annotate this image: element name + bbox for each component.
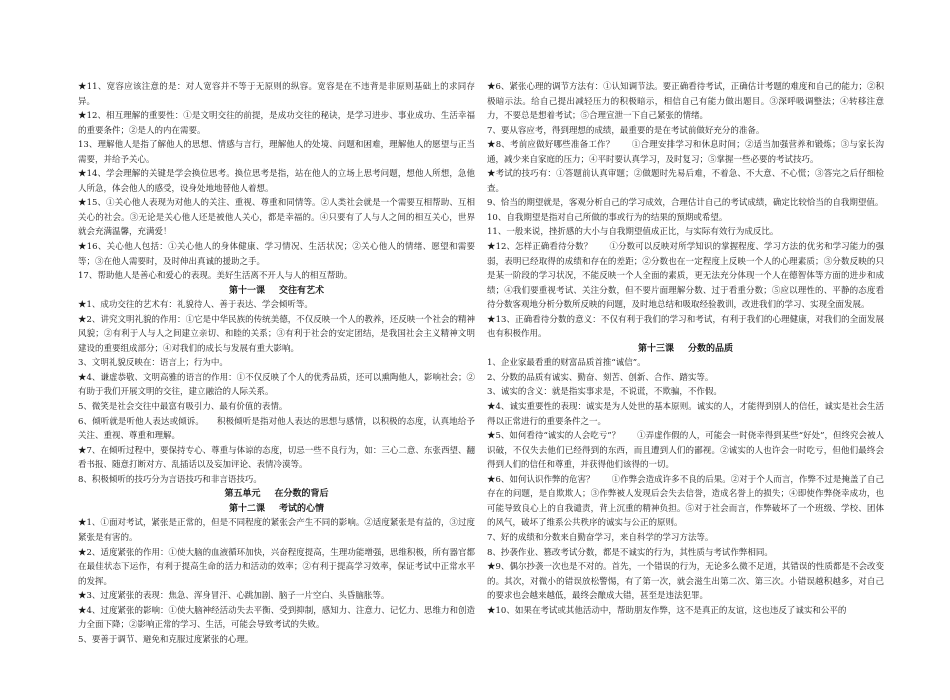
heading-number: 第十一课	[228, 285, 265, 296]
paragraph: ★16、关心他人包括：①关心他人的身体健康、学习情况、生活状况；②关心他人的情绪、愿望和需要等；③在他人需要时，及时伸出真诚的援助之手。	[78, 242, 475, 267]
section-heading	[78, 487, 475, 502]
paragraph: 3、文明礼貌反映在：语言上；行为中。	[78, 358, 228, 369]
paragraph: ★2、适度紧张的作用：①使大脑的血液循环加快，兴奋程度提高，生理功能增强，思维积极，所有器官都在最佳状态下运作，有利于提高生命的活力和活动的效率；②有利于提高学习效率，保证考试中正常水平的发挥。	[78, 547, 475, 587]
paragraph: ★12、怎样正确看待分数？ ①分数可以反映对所学知识的掌握程度、学习方法的优劣和学习能力的强弱，表明已经取得的成绩和存在的差距；②分数也在一定程度上反映一个人的心理素质；③分数反映的只是某一阶段的学习状况，不能反映一个人全面的素质，更无法充分体现一个人在德智体等方面的进步和成绩；④我们要重视考试、关注分数，但不要片面理解分数、过于看重分数；⑤应以理性的、平静的态度看待分数客观地分析分数所反映的问题，及时地总结和吸取经验教训，改进我们的学习、实现全面发展。	[487, 242, 884, 311]
paragraph: ★11、宽容应该注意的是：对人宽容并不等于无原则的纵容。宽容是在不违背是非原则基础上的求同存异。	[78, 82, 475, 107]
paragraph: 1、企业家最看重的财富品质首推“诚信”。	[487, 358, 646, 369]
paragraph: 13、理解他人是指了解他人的思想、情感与言行，理解他人的处境、问题和困难，理解他人的愿望与正当需要，并给予关心。	[78, 140, 475, 165]
paragraph: 6、倾听就是听他人表达或倾诉。 积极倾听是指对他人表达的思想与感情，以积极的态度，认真地给予关注、重视、尊重和理解。	[78, 416, 475, 442]
paragraph: ★2、讲究文明礼貌的作用：①它是中华民族的传统美德，不仅反映一个人的教养，还反映一个社会的精神风貌；②有利于人与人之间建立亲切、和睦的关系；③有利于社会的安定团结，是我国社会主义精神文明建设的重要组成部分；④对我们的成长与发展有重大影响。	[78, 314, 475, 354]
heading-title: 分数的品质	[688, 343, 734, 354]
paragraph: 8、积极倾听的技巧分为言语技巧和非言语技巧。	[78, 474, 262, 485]
left-column	[78, 80, 475, 647]
paragraph: ★12、相互理解的重要性：①是文明交往的前提，是成功交往的秘诀，是学习进步、事业成功、生活幸福的重要条件；②是人的内在需要。	[78, 111, 475, 136]
paragraph: ★13、正确看待分数的意义：不仅有利于我们的学习和考试，有利于我们的心理健康，对我们的全面发展也有积极作用。	[487, 314, 884, 340]
paragraph: ★7、在倾听过程中，要保持专心、尊重与体谅的态度，切忌一些不良行为，如：三心二意、东张西望、翻看书报、随意打断对方、乱插话以及妄加评论、表情冷漠等。	[78, 445, 475, 471]
paragraph: ★8、考前应做好哪些准备工作？ ①合理安排学习和休息时间；②适当加强营养和锻炼；③与家长沟通，减少来自家庭的压力；④平时要认真学习，及时复习；⑤掌握一些必要的考试技巧。	[487, 140, 884, 165]
paragraph: ★考试的技巧有：①答题前认真审题；②做题时先易后难，不着急、不大意、不心慌；③答完之后仔细检查。	[487, 169, 884, 194]
paragraph: ★4、过度紧张的影响：①使大脑神经活动失去平衡、受到抑制，感知力、注意力、记忆力、思维力和创造力全面下降；②影响正常的学习、生活，可能会导致考试的失败。	[78, 605, 475, 631]
paragraph: ★5、如何看待“诚实的人会吃亏”？ ①弄虚作假的人，可能会一时侥幸得到某些“好处”，但终究会被人识破，不仅失去他们已经得到的东西，而且遭到人们的鄙视。②诚实的人也许会一时吃亏，但他们最终会得到人们的信任和尊重，并获得他们该得的一切。	[487, 431, 884, 471]
paragraph: ★10、如果在考试或其他活动中，帮助朋友作弊，这不是真正的友谊，这也违反了诚实和公平的	[487, 605, 847, 616]
heading-title: 在分数的背后	[274, 489, 329, 500]
paragraph: 5、要善于调节、避免和克服过度紧张的心理。	[78, 634, 254, 645]
paragraph: 9、恰当的期望就是，客观分析自己的学习成效，合理估计自己的考试成绩，确定比较恰当的自我期望值。	[487, 198, 884, 209]
heading-title: 考试的心情	[279, 503, 325, 514]
paragraph: ★1、①面对考试，紧张是正常的，但是不同程度的紧张会产生不同的影响。②适度紧张是有益的，③过度紧张是有害的。	[78, 518, 475, 543]
paragraph: ★4、谦虚恭敬、文明高雅的语言的作用：①不仅反映了个人的优秀品质，还可以熏陶他人，影响社会；②有助于我们开展文明的交往，建立融洽的人际关系。	[78, 372, 475, 398]
right-column	[487, 80, 884, 618]
heading-number: 第五单元	[224, 489, 261, 500]
paragraph: 2、分数的品质有诚实、勤奋、刻苦、创新、合作、踏实等。	[487, 372, 714, 383]
paragraph: 10、自我期望是指对自己所做的事或行为的结果的预期或希望。	[487, 212, 728, 223]
paragraph: 11、一般来说，挫折感的大小与自我期望值成正比，与实际有效行为成反比。	[487, 227, 779, 238]
heading-title: 交往有艺术	[279, 285, 325, 296]
paragraph: 17、帮助他人是善心和爱心的表现。美好生活离不开人与人的相互帮助。	[78, 271, 353, 282]
paragraph: 8、抄袭作业、篡改考试分数，都是不诚实的行为，其性质与考试作弊相同。	[487, 547, 773, 558]
heading-number: 第十二课	[228, 503, 265, 514]
paragraph: ★15、①关心他人表现为对他人的关注、重视、尊重和同情等。②人类社会就是一个需要互相帮助、互相关心的社会。③无论是关心他人还是被他人关心，都是幸福的。④只要有了人与人之间的相互关心，世界就会充满温馨，充满爱！	[78, 198, 475, 238]
section-heading	[487, 342, 884, 357]
paragraph: 7、好的成绩和分数来自勤奋学习，来自科学的学习方法等。	[487, 532, 714, 543]
paragraph: ★6、紧张心理的调节方法有：①认知调节法。要正确看待考试，正确估计考题的难度和自己的能力；②积极暗示法。给自己提出减轻压力的积极暗示，相信自己有能力做出题目。③深呼吸调整法；④转移注意力，不要总是想着考试；⑤合理宣泄一下自己紧张的情绪。	[487, 82, 884, 122]
paragraph: ★14、学会理解的关键是学会换位思考。换位思考是指，站在他人的立场上思考问题，想他人所想，急他人所急，体会他人的感受，设身处地地替他人着想。	[78, 169, 475, 194]
paragraph: 3、诚实的含义：就是指实事求是，不说谎，不欺骗，不作假。	[487, 387, 722, 398]
paragraph: ★9、偶尔抄袭一次也是不对的。首先，一个错误的行为，无论多么微不足道，其错误的性质都是不会改变的。其次，对微小的错误放松警惕，有了第一次，就会滋生出第二次、第三次。小错误越积越多，对自己的要求也会越来越低，最终会酿成大错，甚至是违法犯罪。	[487, 562, 884, 602]
section-heading	[78, 502, 475, 517]
heading-number: 第十三课	[637, 343, 674, 354]
paragraph: ★1、成功交往的艺术有：礼貌待人、善于表达、学会倾听等。	[78, 300, 313, 311]
section-heading	[78, 284, 475, 299]
paragraph: ★3、过度紧张的表现：焦急、浑身冒汗、心跳加剧、脑子一片空白、头昏脑胀等。	[78, 591, 390, 602]
paragraph: ★6、如何认识作弊的危害？ ①作弊会造成许多不良的后果。②对于个人而言，作弊不过是掩盖了自己存在的问题，是自欺欺人；③作弊被人发现后会失去信誉，造成名誉上的损失；④即使作弊侥幸成功，也可能导致良心上的自我谴责，背上沉重的精神负担。⑤对于社会而言，作弊破坏了一个班级、学校、团体的风气，破坏了维系公共秩序的诚实与公正的原则。	[487, 474, 884, 529]
paragraph: ★4、诚实重要性的表现：诚实是为人处世的基本原则。诚实的人，才能得到别人的信任，诚实是社会生活得以正常进行的重要条件之一。	[487, 402, 884, 427]
paragraph: 5、微笑是社会交往中最富有吸引力、最有价值的表情。	[78, 402, 288, 413]
paragraph: 7、要从容应考，得到理想的成绩，最重要的是在考试前做好充分的准备。	[487, 125, 765, 136]
